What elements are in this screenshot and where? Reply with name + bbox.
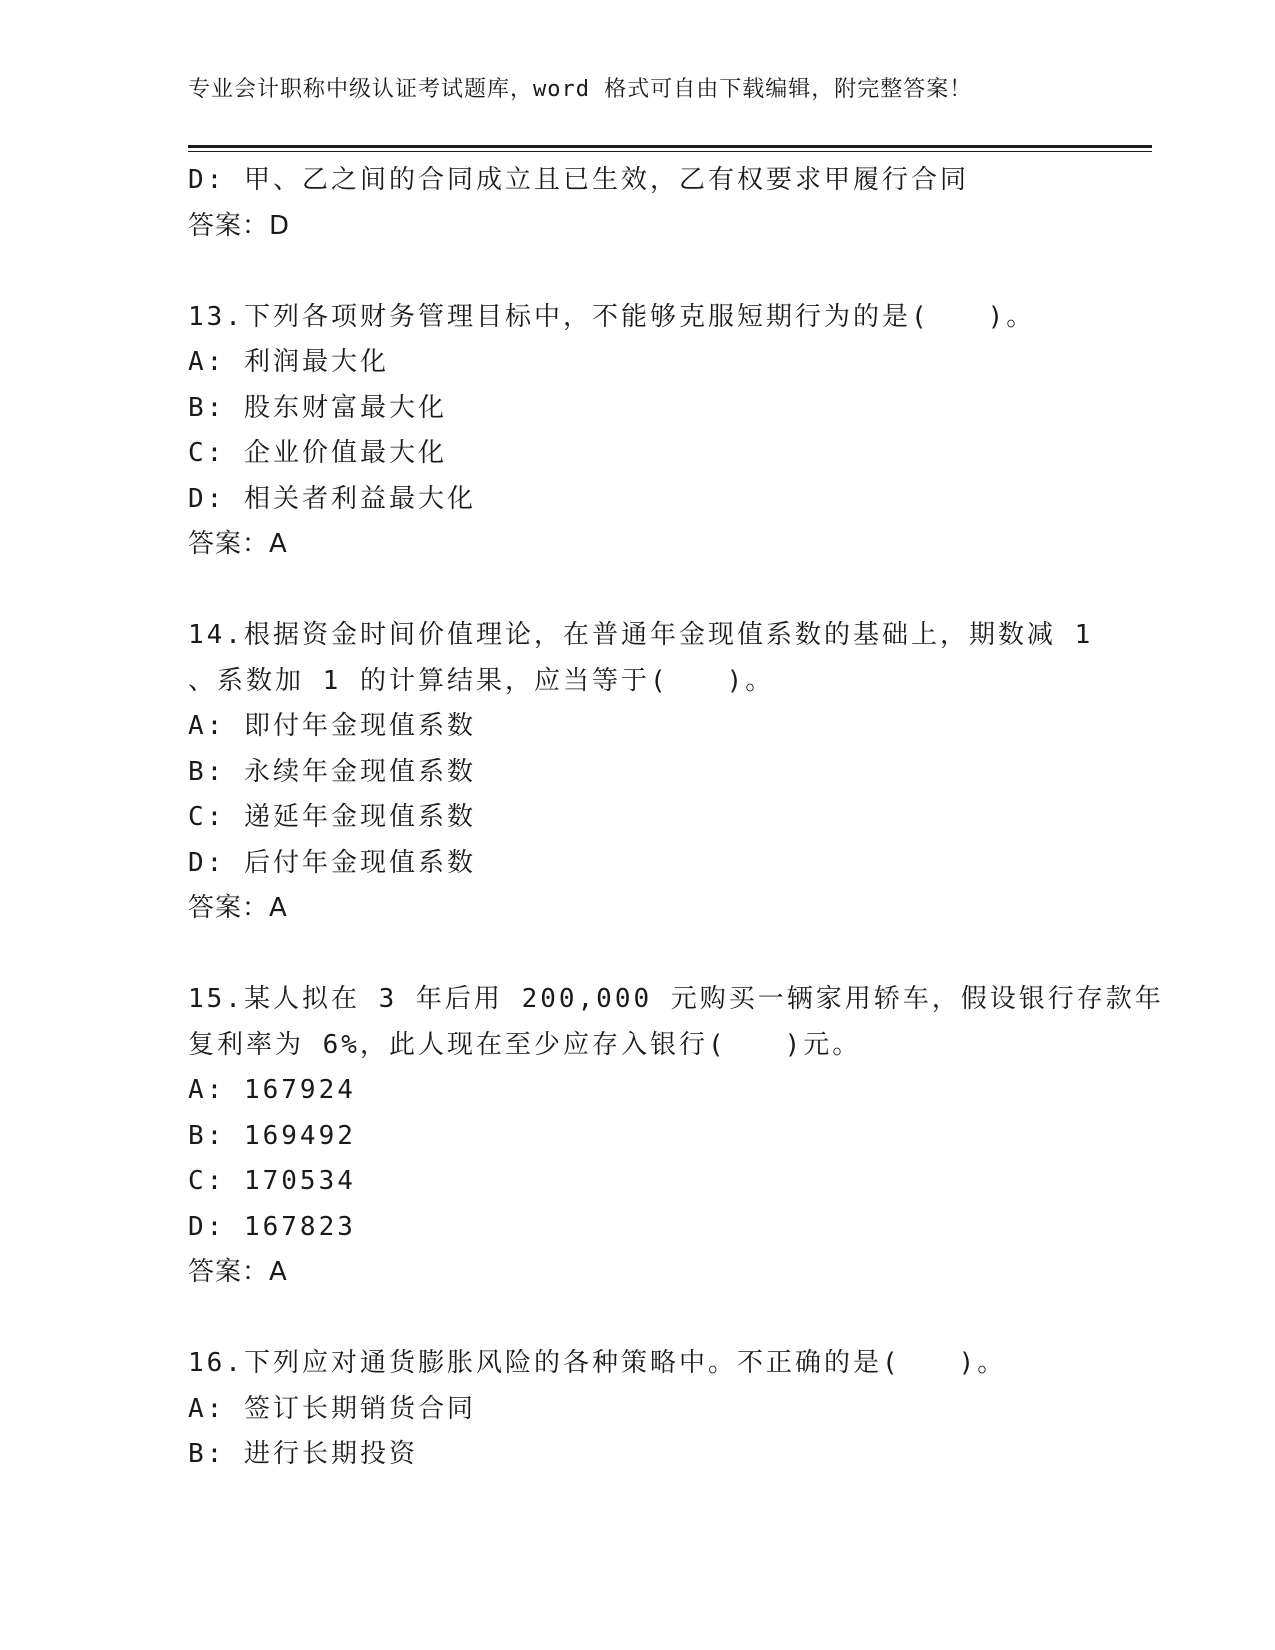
question-16-stem: 16.下列应对通货膨胀风险的各种策略中。不正确的是( )。 — [188, 1348, 1007, 1378]
question-14-stem-line-1: 14.根据资金时间价值理论，在普通年金现值系数的基础上，期数减 1 — [188, 620, 1094, 650]
question-14-answer: 答案：A — [188, 893, 288, 923]
question-16-option-a: A: 签订长期销货合同 — [188, 1393, 476, 1424]
header-rule-thick — [188, 145, 1152, 148]
question-14-option-b: B: 永续年金现值系数 — [188, 756, 476, 787]
question-15-answer: 答案：A — [188, 1257, 288, 1287]
prev-answer: 答案：D — [188, 210, 291, 241]
header-rule-thin — [188, 151, 1152, 152]
question-13-stem: 13.下列各项财务管理目标中，不能够克服短期行为的是( )。 — [188, 301, 1036, 332]
question-14-option-c: C: 递延年金现值系数 — [188, 802, 476, 832]
page-header: 专业会计职称中级认证考试题库，word 格式可自由下载编辑，附完整答案！ — [188, 77, 973, 102]
question-16-option-b: B: 进行长期投资 — [188, 1439, 418, 1469]
question-content — [188, 158, 1164, 1478]
question-13-answer: 答案：A — [188, 529, 288, 559]
spacer — [188, 249, 1088, 295]
question-15-stem-line-1: 15.某人拟在 3 年后用 200,000 元购买一辆家用轿车，假设银行存款年 — [188, 984, 1164, 1014]
prev-option-d: D: 甲、乙之间的合同成立且已生效，乙有权要求甲履行合同 — [188, 165, 969, 195]
question-14-option-a: A: 即付年金现值系数 — [188, 711, 476, 741]
question-15-stem-line-2: 复利率为 6%，此人现在至少应存入银行( )元。 — [188, 1029, 862, 1060]
spacer — [188, 568, 1088, 614]
spacer — [188, 1296, 1088, 1342]
question-15-option-a: A: 167924 — [188, 1075, 356, 1105]
question-13-option-c: C: 企业价值最大化 — [188, 438, 447, 468]
question-15-option-c: C: 170534 — [188, 1166, 356, 1196]
question-13-option-d: D: 相关者利益最大化 — [188, 483, 476, 514]
question-13-option-a: A: 利润最大化 — [188, 347, 389, 377]
question-14-option-d: D: 后付年金现值系数 — [188, 847, 476, 878]
question-15-option-d: D: 167823 — [188, 1211, 356, 1242]
question-13-option-b: B: 股东财富最大化 — [188, 392, 447, 423]
question-15-option-b: B: 169492 — [188, 1120, 356, 1151]
spacer — [188, 932, 1088, 978]
question-14-stem-line-2: 、系数加 1 的计算结果，应当等于( )。 — [188, 665, 775, 696]
